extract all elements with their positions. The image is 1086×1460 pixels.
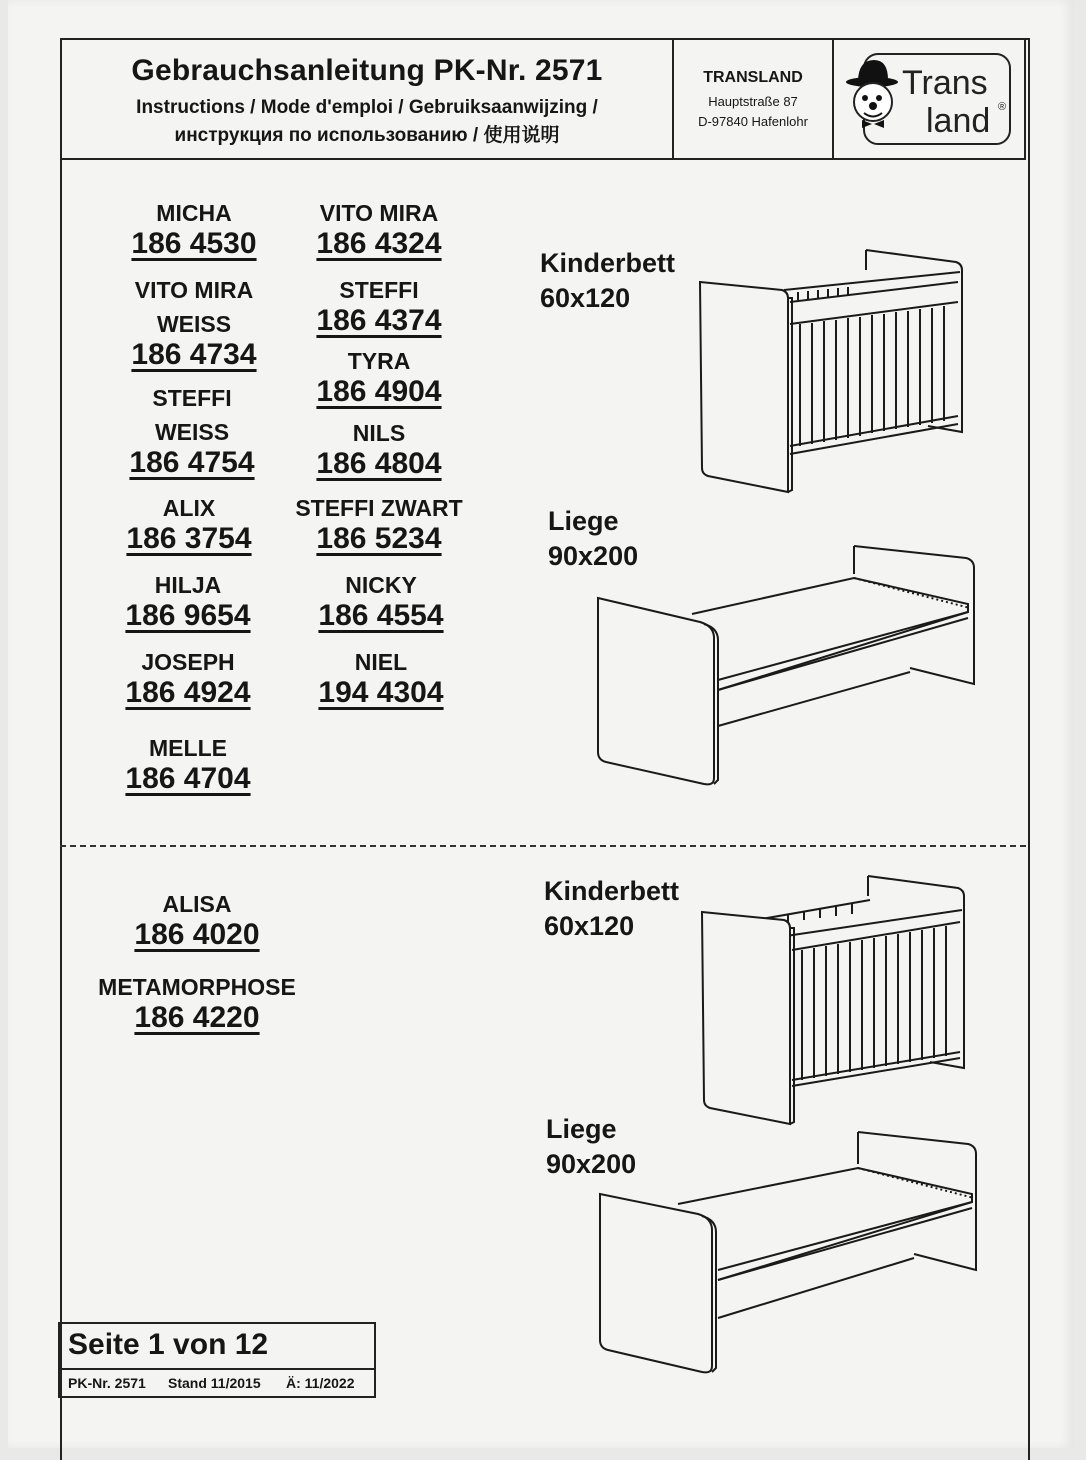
model-number: 186 4704 — [125, 762, 251, 795]
crib-size: 60x120 — [544, 911, 635, 941]
document-title: Gebrauchsanleitung PK-Nr. 2571 — [131, 54, 603, 87]
crib-label-1 — [540, 246, 675, 316]
model-number: 186 4530 — [131, 227, 257, 260]
model-nicky — [272, 572, 490, 633]
model-name: NIEL — [354, 649, 408, 675]
model-number: 186 4220 — [134, 1001, 260, 1034]
address-city: D-97840 Hafenlohr — [698, 114, 808, 129]
model-name: NICKY — [345, 572, 417, 598]
model-number: 186 4804 — [316, 447, 442, 480]
model-alix — [89, 495, 289, 556]
model-name: JOSEPH — [141, 649, 235, 675]
model-number: 186 4554 — [318, 599, 444, 632]
model-name: STEFFI ZWART — [295, 495, 463, 521]
model-name: NILS — [352, 420, 406, 446]
model-nils — [270, 420, 488, 481]
crib-name: Kinderbett — [544, 876, 679, 906]
model-name: VITO MIRA — [319, 200, 439, 226]
page-number-box — [58, 1322, 376, 1370]
model-name: MICHA — [156, 200, 232, 226]
model-name-suffix: WEISS — [156, 311, 232, 337]
model-name: HILJA — [154, 572, 222, 598]
model-alisa — [94, 891, 300, 952]
subtitle-line-1: Instructions / Mode d'emploi / Gebruiksaanwijzing / — [136, 97, 598, 118]
company-name: TRANSLAND — [703, 69, 803, 86]
title-cell — [62, 40, 674, 158]
model-number: 186 3754 — [126, 522, 252, 555]
model-vito-mira — [270, 200, 488, 261]
model-tyra — [270, 348, 488, 409]
logo-cell — [834, 40, 1024, 158]
address-street: Hauptstraße 87 — [708, 94, 798, 109]
model-name: STEFFI — [339, 277, 419, 303]
bed-name: Liege — [546, 1114, 617, 1144]
model-name: ALISA — [162, 891, 232, 917]
model-name-suffix: WEISS — [154, 419, 230, 445]
model-number: 186 9654 — [125, 599, 251, 632]
bed-size: 90x200 — [546, 1149, 637, 1179]
crib-size: 60x120 — [540, 283, 631, 313]
bed-name: Liege — [548, 506, 619, 536]
logo-text-bottom: land — [926, 102, 991, 140]
model-name: TYRA — [347, 348, 411, 374]
model-name: ALIX — [162, 495, 216, 521]
model-metamorphose — [72, 974, 322, 1035]
model-name: METAMORPHOSE — [98, 974, 296, 1000]
model-name: VITO MIRA — [134, 277, 254, 303]
model-melle — [88, 735, 288, 796]
model-number: 186 4754 — [129, 446, 255, 479]
model-steffi-weiss — [92, 385, 292, 480]
model-hilja — [88, 572, 288, 633]
revision-date: Ä: 11/2022 — [286, 1375, 355, 1391]
model-number: 194 4304 — [318, 676, 444, 709]
model-vito-mira-weiss — [94, 277, 294, 372]
model-steffi-zwart — [270, 495, 488, 556]
bed-size: 90x200 — [548, 541, 639, 571]
model-number: 186 4324 — [316, 227, 442, 260]
logo-text-top: Trans — [902, 64, 988, 102]
model-number: 186 4904 — [316, 375, 442, 408]
crib-illustration-1 — [690, 240, 980, 505]
transland-logo — [834, 40, 1024, 158]
crib-illustration-2 — [692, 866, 982, 1131]
model-number: 186 4924 — [125, 676, 251, 709]
model-name: MELLE — [149, 735, 227, 761]
model-number: 186 5234 — [316, 522, 442, 555]
bed-illustration-2 — [588, 1128, 988, 1378]
bed-illustration-1 — [588, 540, 988, 790]
crib-label-2 — [544, 874, 679, 944]
model-niel — [272, 649, 490, 710]
model-micha — [94, 200, 294, 261]
model-number: 186 4734 — [131, 338, 257, 371]
pk-number: PK-Nr. 2571 — [68, 1375, 146, 1391]
registered-mark: ® — [998, 101, 1007, 113]
subtitle-line-2: инструкция по использованию / 使用说明 — [174, 125, 560, 146]
model-number: 186 4020 — [134, 918, 260, 951]
crib-name: Kinderbett — [540, 248, 675, 278]
model-number: 186 4374 — [316, 304, 442, 337]
section-divider — [60, 845, 1026, 847]
company-address-cell — [674, 40, 834, 158]
page-number: Seite 1 von 12 — [68, 1328, 269, 1361]
model-name: STEFFI — [152, 385, 232, 411]
document-header — [60, 38, 1026, 160]
model-steffi — [270, 277, 488, 338]
stand-date: Stand 11/2015 — [168, 1375, 261, 1391]
model-joseph — [88, 649, 288, 710]
document-meta-box — [58, 1370, 376, 1398]
